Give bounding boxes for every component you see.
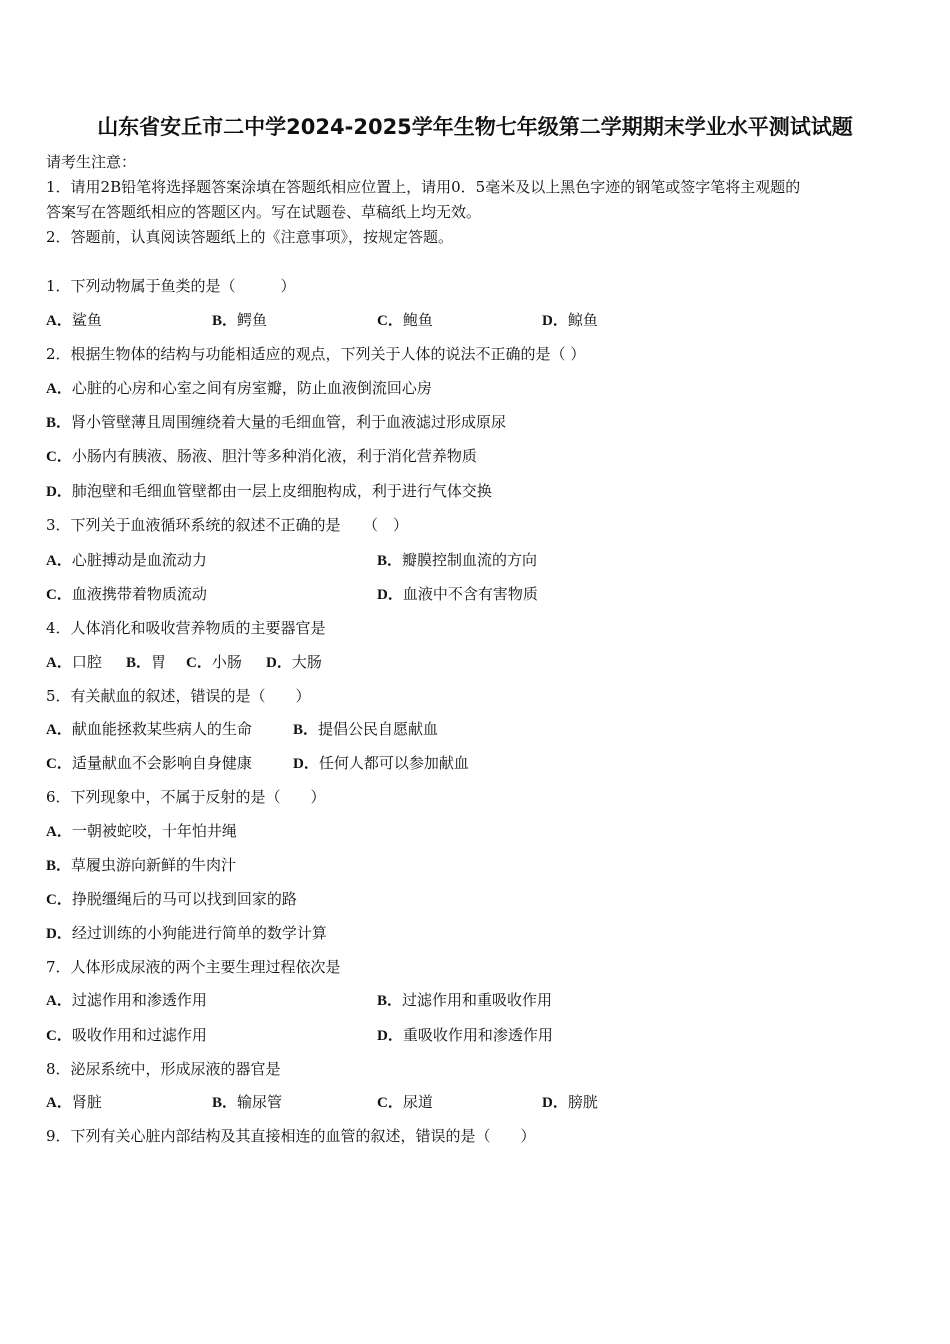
q6-option-d: D．经过训练的小狗能进行简单的数学计算 — [46, 924, 327, 942]
notice-line-2: 2．答题前，认真阅读答题纸上的《注意事项》，按规定答题。 — [46, 228, 454, 246]
q7-option-b: B．过滤作用和重吸收作用 — [377, 991, 553, 1009]
q4-option-b: B．胃 — [126, 653, 167, 671]
notice-line-1b: 答案写在答题纸相应的答题区内。写在试题卷、草稿纸上均无效。 — [46, 203, 482, 221]
q7-option-a: A．过滤作用和渗透作用 — [46, 991, 207, 1009]
q8-option-b: B．输尿管 — [212, 1093, 283, 1111]
q8-option-a: A．肾脏 — [46, 1093, 102, 1111]
q3-option-b: B．瓣膜控制血流的方向 — [377, 551, 538, 569]
notice-line-1a: 1．请用2B铅笔将选择题答案涂填在答题纸相应位置上，请用0．5毫米及以上黑色字迹的钢笔或签字笔将主观题的 — [46, 178, 801, 196]
q7-option-d: D．重吸收作用和渗透作用 — [377, 1026, 553, 1044]
q6-stem: 6．下列现象中，不属于反射的是（ ） — [46, 788, 326, 806]
q3-stem: 3．下列关于血液循环系统的叙述不正确的是 （ ） — [46, 516, 409, 534]
q3-option-c: C．血液携带着物质流动 — [46, 585, 207, 603]
q1-option-d: D．鲸鱼 — [542, 311, 598, 329]
q7-option-c: C．吸收作用和过滤作用 — [46, 1026, 207, 1044]
q1-option-c: C．鲍鱼 — [377, 311, 433, 329]
q6-option-a: A．一朝被蛇咬，十年怕井绳 — [46, 822, 237, 840]
q4-option-c: C．小肠 — [186, 653, 242, 671]
q4-stem: 4．人体消化和吸收营养物质的主要器官是 — [46, 619, 326, 637]
q5-option-b: B．提倡公民自愿献血 — [293, 720, 439, 738]
q1-stem: 1．下列动物属于鱼类的是（ ） — [46, 277, 296, 295]
q4-option-d: D．大肠 — [266, 653, 322, 671]
q1-option-b: B．鳄鱼 — [212, 311, 268, 329]
q8-option-c: C．尿道 — [377, 1093, 433, 1111]
q3-option-a: A．心脏搏动是血流动力 — [46, 551, 207, 569]
q9-stem: 9．下列有关心脏内部结构及其直接相连的血管的叙述，错误的是（ ） — [46, 1127, 536, 1145]
q5-option-c: C．适量献血不会影响自身健康 — [46, 754, 252, 772]
q1-option-a: A．鲨鱼 — [46, 311, 102, 329]
q2-option-a: A．心脏的心房和心室之间有房室瓣，防止血液倒流回心房 — [46, 379, 432, 397]
q5-stem: 5．有关献血的叙述，错误的是（ ） — [46, 687, 311, 705]
q2-option-d: D．肺泡壁和毛细血管壁都由一层上皮细胞构成，利于进行气体交换 — [46, 482, 492, 500]
q8-option-d: D．膀胱 — [542, 1093, 598, 1111]
q6-option-c: C．挣脱缰绳后的马可以找到回家的路 — [46, 890, 297, 908]
q2-option-c: C．小肠内有胰液、肠液、胆汁等多种消化液，利于消化营养物质 — [46, 447, 477, 465]
notice-heading: 请考生注意： — [46, 153, 137, 171]
page-title: 山东省安丘市二中学2024-2025学年生物七年级第二学期期末学业水平测试试题 — [97, 115, 853, 139]
q2-stem: 2．根据生物体的结构与功能相适应的观点，下列关于人体的说法不正确的是（ ） — [46, 345, 586, 363]
q8-stem: 8．泌尿系统中，形成尿液的器官是 — [46, 1060, 281, 1078]
q2-option-b: B．肾小管壁薄且周围缠绕着大量的毛细血管，利于血液滤过形成原尿 — [46, 413, 507, 431]
q3-option-d: D．血液中不含有害物质 — [377, 585, 538, 603]
q5-option-a: A．献血能拯救某些病人的生命 — [46, 720, 252, 738]
q6-option-b: B．草履虫游向新鲜的牛肉汁 — [46, 856, 237, 874]
q5-option-d: D．任何人都可以参加献血 — [293, 754, 469, 772]
q4-option-a: A．口腔 — [46, 653, 102, 671]
q7-stem: 7．人体形成尿液的两个主要生理过程依次是 — [46, 958, 341, 976]
